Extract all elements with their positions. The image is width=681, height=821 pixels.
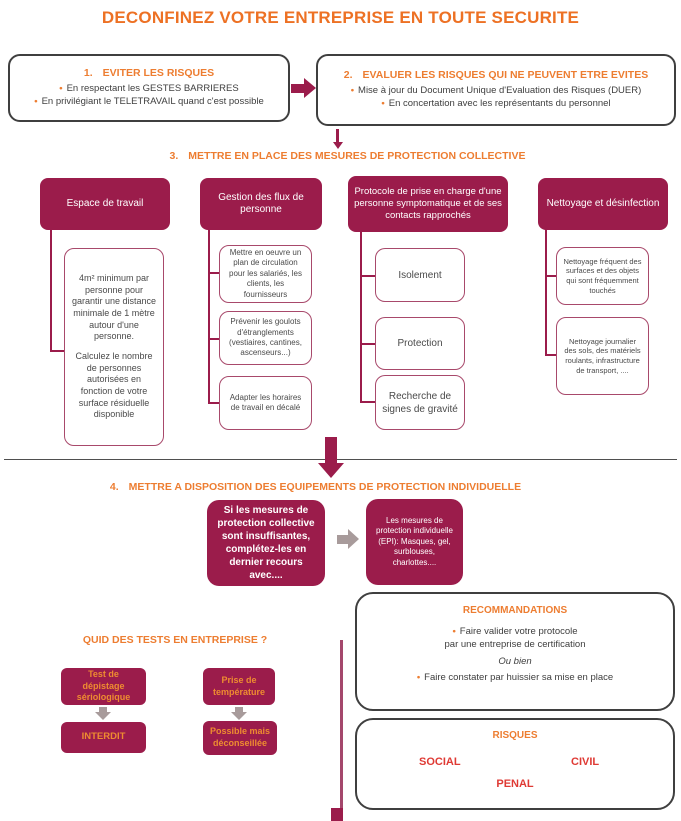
step1-box xyxy=(8,54,290,122)
connector-col2-vertical xyxy=(208,228,210,404)
recommendation-bullet-1-cont: par une entreprise de certification xyxy=(444,639,586,651)
step2-heading xyxy=(344,69,648,81)
step4-condition-box: Si les mesures de protection collective sont insuffisantes, complétez-les en dernier recours avec.... xyxy=(207,500,325,586)
col3-box-recherche: Recherche de signes de gravité xyxy=(375,375,465,430)
connector-col4-vertical xyxy=(545,228,547,356)
risque-social: SOCIAL xyxy=(419,756,461,768)
step4-number: 4. xyxy=(109,481,119,493)
bullet-icon xyxy=(351,85,358,96)
connector-col3-stub-2 xyxy=(360,343,375,345)
step2-box xyxy=(316,54,676,126)
column-header-nettoyage: Nettoyage et désinfection xyxy=(538,178,668,230)
arrow-step2-step3-stem xyxy=(336,129,339,142)
step1-bullet-2 xyxy=(34,96,264,109)
recommendation-bullet-2 xyxy=(357,671,673,684)
tests-title: QUID DES TESTS EN ENTREPRISE ? xyxy=(82,634,268,646)
connector-col3-stub-3 xyxy=(360,401,375,403)
recommendations-box xyxy=(355,592,675,711)
step3-heading-text: METTRE EN PLACE DES MESURES DE PROTECTION COLLECTIVE xyxy=(188,150,526,162)
col2-box-plan-circulation: Mettre en oeuvre un plan de circulation pour les salariés, les clients, les fournisseurs xyxy=(219,245,312,303)
bullet-icon xyxy=(34,96,41,107)
step2-bullet-1-text: Mise à jour du Document Unique d'Evaluation des Risques (DUER) xyxy=(358,85,642,97)
connector-col3-stub-1 xyxy=(360,275,375,277)
recommendations-title: RECOMMANDATIONS xyxy=(462,605,568,616)
connector-col2-stub-3 xyxy=(208,402,219,404)
step2-bullet-1 xyxy=(351,85,642,98)
arrow-step1-step2-head-icon xyxy=(304,78,316,98)
recommendation-bullet-1 xyxy=(357,625,673,638)
section-divider xyxy=(4,459,677,460)
column-header-gestion-flux: Gestion des flux de personne xyxy=(200,178,322,230)
connector-col3-vertical xyxy=(360,230,362,402)
bullet-icon xyxy=(452,626,459,637)
col2-box-goulots: Prévenir les goulots d'étranglements (vestiaires, cantines, ascenseurs...) xyxy=(219,311,312,365)
col4-box-nettoyage-journalier: Nettoyage journalier des sols, des matériels roulants, infrastructure de transport, .... xyxy=(556,317,649,395)
recommendation-bullet-1-text: Faire valider votre protocole xyxy=(459,626,578,637)
arrow-step2-step3-head-icon xyxy=(333,142,343,149)
step1-heading xyxy=(84,67,214,79)
test-temperature-box: Prise de température xyxy=(203,668,275,705)
col1-paragraph-2: Calculez le nombre de personnes autorisées en fonction de votre surface résiduelle disponible xyxy=(75,351,153,420)
step4-heading-text: METTRE A DISPOSITION DES EQUIPEMENTS DE PROTECTION INDIVIDUELLE xyxy=(128,481,522,493)
arrow-test2-head-icon xyxy=(231,712,247,720)
vertical-separator xyxy=(340,640,343,813)
risque-penal: PENAL xyxy=(496,778,534,790)
bottom-connector-mark xyxy=(331,808,343,821)
risques-box xyxy=(355,718,675,810)
step3-number: 3. xyxy=(169,150,179,162)
step4-epi-box: Les mesures de protection individuelle (EPI): Masques, gel, surblouses, charlottes.... xyxy=(366,499,463,585)
recommendations-or-text: Ou bien xyxy=(498,655,532,667)
step2-bullet-2 xyxy=(381,98,610,111)
step1-heading-text: EVITER LES RISQUES xyxy=(102,67,215,80)
step2-number: 2. xyxy=(343,69,353,82)
connector-col4-stub-1 xyxy=(545,275,556,277)
col1-content-box xyxy=(64,248,164,446)
bullet-icon xyxy=(59,83,66,94)
step2-heading-text: EVALUER LES RISQUES QUI NE PEUVENT ETRE EVITES xyxy=(362,69,649,82)
bullet-icon xyxy=(381,98,388,109)
step1-bullet-2-text: En privilégiant le TELETRAVAIL quand c'est possible xyxy=(41,96,264,107)
col3-box-protection: Protection xyxy=(375,317,465,370)
page-title: DECONFINEZ VOTRE ENTREPRISE EN TOUTE SECURITE xyxy=(101,8,580,27)
arrow-test1-head-icon xyxy=(95,712,111,720)
arrow-epi-head-icon xyxy=(348,529,359,549)
step1-number: 1. xyxy=(83,67,93,80)
arrow-step1-step2-stem xyxy=(291,84,304,93)
step1-bullet-1 xyxy=(59,83,238,96)
recommendation-bullet-2-text: Faire constater par huissier sa mise en place xyxy=(424,671,614,683)
big-down-arrow-head-icon xyxy=(318,463,344,478)
column-header-protocole: Protocole de prise en charge d'une personne symptomatique et de ses contacts rapprochés xyxy=(348,176,508,232)
step1-bullet-1-text: En respectant les GESTES BARRIERES xyxy=(66,83,239,95)
connector-col1-vertical xyxy=(50,228,52,352)
step3-heading xyxy=(14,150,681,162)
step2-bullet-2-text: En concertation avec les représentants du personnel xyxy=(388,98,611,109)
connector-col2-stub-2 xyxy=(208,338,219,340)
test-interdit-box: INTERDIT xyxy=(61,722,146,753)
connector-col2-stub-1 xyxy=(208,272,219,274)
arrow-epi-stem xyxy=(337,535,348,544)
big-down-arrow-stem xyxy=(325,437,337,463)
col1-paragraph-1: 4m² minimum par personne pour garantir une distance minimale de 1 mètre autour d'une personne. xyxy=(71,272,157,342)
col2-box-horaires: Adapter les horaires de travail en décalé xyxy=(219,376,312,430)
column-header-espace-de-travail: Espace de travail xyxy=(40,178,170,230)
test-possible-box: Possible mais déconseillée xyxy=(203,721,277,755)
risque-civil: CIVIL xyxy=(571,756,600,768)
col4-box-nettoyage-frequent: Nettoyage fréquent des surfaces et des objets qui sont fréquemment touchés xyxy=(556,247,649,305)
test-serologique-box: Test de dépistage sériologique xyxy=(61,668,146,705)
col3-box-isolement: Isolement xyxy=(375,248,465,302)
risques-title: RISQUES xyxy=(492,730,538,741)
connector-col4-stub-2 xyxy=(545,354,556,356)
step4-heading xyxy=(0,481,631,493)
